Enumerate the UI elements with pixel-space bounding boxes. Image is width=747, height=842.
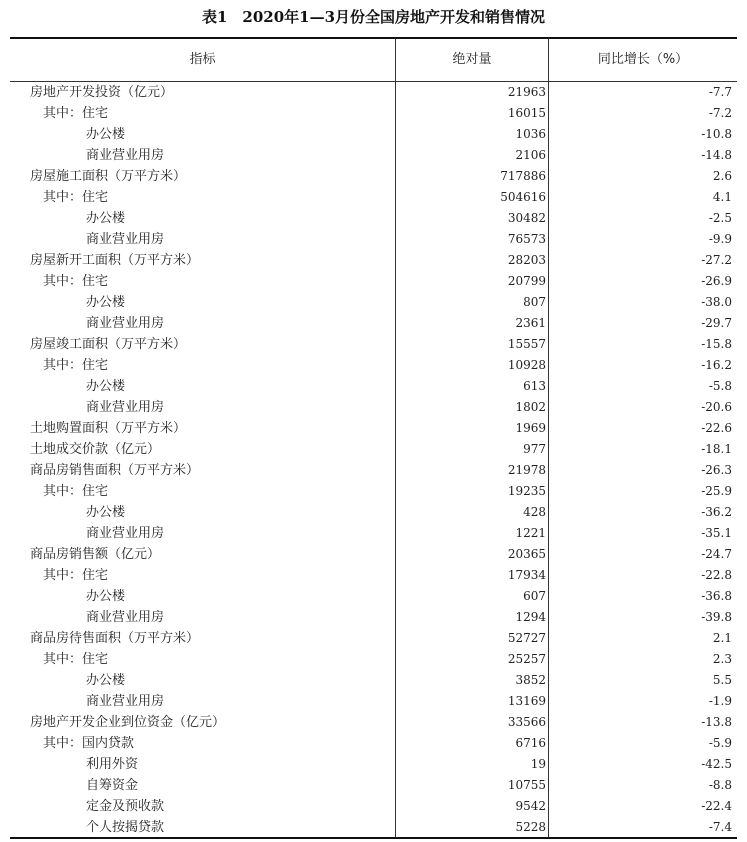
table-row	[10, 397, 737, 418]
table-row	[10, 208, 737, 229]
row-indicator: 其中：住宅	[43, 652, 109, 667]
row-absolute-value: 21978	[507, 463, 546, 477]
row-absolute-value: 21963	[507, 85, 546, 99]
table-row	[10, 103, 737, 124]
table-row	[10, 817, 737, 838]
row-yoy-change: -20.6	[701, 400, 732, 414]
row-absolute-value: 30482	[507, 211, 546, 225]
table-row	[10, 229, 737, 250]
row-absolute-value: 1221	[515, 526, 546, 540]
row-indicator: 房地产开发企业到位资金（亿元）	[30, 715, 226, 730]
row-indicator: 商业营业用房	[86, 526, 165, 541]
row-absolute-value: 1969	[515, 421, 546, 435]
table-row	[10, 145, 737, 166]
table-row	[10, 607, 737, 628]
row-absolute-value: 13169	[507, 694, 546, 708]
row-indicator: 自筹资金	[86, 778, 139, 793]
row-absolute-value: 16015	[507, 106, 546, 120]
row-yoy-change: -7.4	[708, 820, 732, 834]
row-yoy-change: -22.8	[701, 568, 732, 582]
row-yoy-change: -10.8	[701, 127, 732, 141]
row-absolute-value: 20799	[507, 274, 546, 288]
row-absolute-value: 6716	[515, 736, 546, 750]
header-yoy: 同比增长（%）	[597, 52, 689, 67]
row-yoy-change: -29.7	[701, 316, 732, 330]
row-yoy-change: -22.4	[701, 799, 732, 813]
row-indicator: 房屋施工面积（万平方米）	[30, 169, 187, 184]
row-indicator: 其中：住宅	[43, 358, 109, 373]
row-yoy-change: -8.8	[708, 778, 732, 792]
row-absolute-value: 3852	[515, 673, 546, 687]
row-indicator: 房屋新开工面积（万平方米）	[30, 253, 200, 268]
row-yoy-change: -1.9	[708, 694, 732, 708]
row-absolute-value: 20365	[507, 547, 546, 561]
table-bottom-rule	[10, 837, 737, 839]
row-absolute-value: 28203	[507, 253, 546, 267]
row-yoy-change: -38.0	[701, 295, 732, 309]
row-absolute-value: 428	[523, 505, 546, 519]
row-absolute-value: 1802	[515, 400, 546, 414]
row-indicator: 商品房销售额（亿元）	[30, 547, 161, 562]
table-row	[10, 733, 737, 754]
row-yoy-change: -7.7	[708, 85, 732, 99]
row-absolute-value: 1294	[515, 610, 546, 624]
table-row	[10, 460, 737, 481]
row-absolute-value: 5228	[515, 820, 546, 834]
row-indicator: 商业营业用房	[86, 694, 165, 709]
row-absolute-value: 1036	[515, 127, 546, 141]
row-absolute-value: 613	[523, 379, 546, 393]
row-absolute-value: 807	[523, 295, 546, 309]
table-row	[10, 649, 737, 670]
row-indicator: 商业营业用房	[86, 400, 165, 415]
row-absolute-value: 10755	[507, 778, 546, 792]
row-yoy-change: -42.5	[701, 757, 732, 771]
row-yoy-change: 4.1	[712, 190, 732, 204]
row-absolute-value: 76573	[507, 232, 546, 246]
row-yoy-change: 2.6	[712, 169, 732, 183]
row-absolute-value: 504616	[500, 190, 546, 204]
table-row	[10, 565, 737, 586]
row-indicator: 定金及预收款	[86, 799, 165, 814]
row-indicator: 商业营业用房	[86, 316, 165, 331]
table-row	[10, 796, 737, 817]
row-indicator: 其中：住宅	[43, 190, 109, 205]
row-absolute-value: 15557	[507, 337, 546, 351]
row-indicator: 商业营业用房	[86, 610, 165, 625]
table-row	[10, 544, 737, 565]
row-absolute-value: 33566	[507, 715, 546, 729]
row-yoy-change: -26.3	[701, 463, 732, 477]
table-row	[10, 334, 737, 355]
table-row	[10, 82, 737, 103]
row-yoy-change: -5.8	[708, 379, 732, 393]
row-yoy-change: -24.7	[701, 547, 732, 561]
table-row	[10, 586, 737, 607]
row-yoy-change: -36.8	[701, 589, 732, 603]
table-row	[10, 187, 737, 208]
row-absolute-value: 9542	[515, 799, 546, 813]
row-yoy-change: -9.9	[708, 232, 732, 246]
row-indicator: 商品房销售面积（万平方米）	[30, 463, 200, 478]
row-indicator: 其中：国内贷款	[43, 736, 135, 751]
table-row	[10, 250, 737, 271]
table-row	[10, 355, 737, 376]
row-indicator: 商品房待售面积（万平方米）	[30, 631, 200, 646]
row-indicator: 办公楼	[86, 589, 126, 604]
table-row	[10, 418, 737, 439]
header-indicator: 指标	[189, 52, 216, 67]
row-absolute-value: 2106	[515, 148, 546, 162]
table-row	[10, 271, 737, 292]
row-yoy-change: -5.9	[708, 736, 732, 750]
row-yoy-change: 5.5	[712, 673, 732, 687]
table-row	[10, 712, 737, 733]
row-yoy-change: 2.3	[712, 652, 732, 666]
row-yoy-change: -27.2	[701, 253, 732, 267]
row-absolute-value: 977	[523, 442, 546, 456]
table-body	[10, 82, 737, 838]
row-yoy-change: -7.2	[708, 106, 732, 120]
table-row	[10, 376, 737, 397]
table-title: 表1 2020年1—3月份全国房地产开发和销售情况	[201, 8, 546, 26]
row-indicator: 商业营业用房	[86, 148, 165, 163]
header-absolute: 绝对量	[452, 52, 492, 67]
row-yoy-change: 2.1	[712, 631, 732, 645]
row-indicator: 个人按揭贷款	[86, 820, 165, 835]
row-indicator: 办公楼	[86, 211, 126, 226]
row-absolute-value: 19	[530, 757, 546, 771]
row-yoy-change: -39.8	[701, 610, 732, 624]
table-row	[10, 502, 737, 523]
row-yoy-change: -16.2	[701, 358, 732, 372]
table-row	[10, 775, 737, 796]
row-absolute-value: 717886	[500, 169, 546, 183]
row-indicator: 商业营业用房	[86, 232, 165, 247]
row-indicator: 办公楼	[86, 673, 126, 688]
table-row	[10, 292, 737, 313]
row-yoy-change: -25.9	[701, 484, 732, 498]
table-row	[10, 670, 737, 691]
table-row	[10, 166, 737, 187]
row-indicator: 办公楼	[86, 127, 126, 142]
table-row	[10, 628, 737, 649]
table-row	[10, 313, 737, 334]
row-yoy-change: -36.2	[701, 505, 732, 519]
row-yoy-change: -26.9	[701, 274, 732, 288]
row-absolute-value: 607	[523, 589, 546, 603]
row-absolute-value: 10928	[507, 358, 546, 372]
row-absolute-value: 2361	[515, 316, 546, 330]
table-row	[10, 754, 737, 775]
row-indicator: 其中：住宅	[43, 274, 109, 289]
table-row	[10, 691, 737, 712]
row-indicator: 办公楼	[86, 379, 126, 394]
table-row	[10, 124, 737, 145]
table-row	[10, 439, 737, 460]
row-indicator: 其中：住宅	[43, 484, 109, 499]
row-indicator: 办公楼	[86, 295, 126, 310]
row-yoy-change: -35.1	[701, 526, 732, 540]
table-row	[10, 523, 737, 544]
row-indicator: 其中：住宅	[43, 568, 109, 583]
row-absolute-value: 25257	[507, 652, 546, 666]
row-yoy-change: -22.6	[701, 421, 732, 435]
row-yoy-change: -14.8	[701, 148, 732, 162]
row-absolute-value: 17934	[507, 568, 546, 582]
row-yoy-change: -2.5	[708, 211, 732, 225]
row-yoy-change: -13.8	[701, 715, 732, 729]
row-indicator: 土地成交价款（亿元）	[30, 442, 161, 457]
row-absolute-value: 52727	[507, 631, 546, 645]
row-indicator: 房地产开发投资（亿元）	[30, 85, 174, 100]
row-indicator: 房屋竣工面积（万平方米）	[30, 337, 187, 352]
row-yoy-change: -18.1	[701, 442, 732, 456]
row-yoy-change: -15.8	[701, 337, 732, 351]
row-absolute-value: 19235	[507, 484, 546, 498]
row-indicator: 利用外资	[86, 757, 139, 772]
row-indicator: 其中：住宅	[43, 106, 109, 121]
row-indicator: 办公楼	[86, 505, 126, 520]
table-row	[10, 481, 737, 502]
row-indicator: 土地购置面积（万平方米）	[30, 421, 187, 436]
